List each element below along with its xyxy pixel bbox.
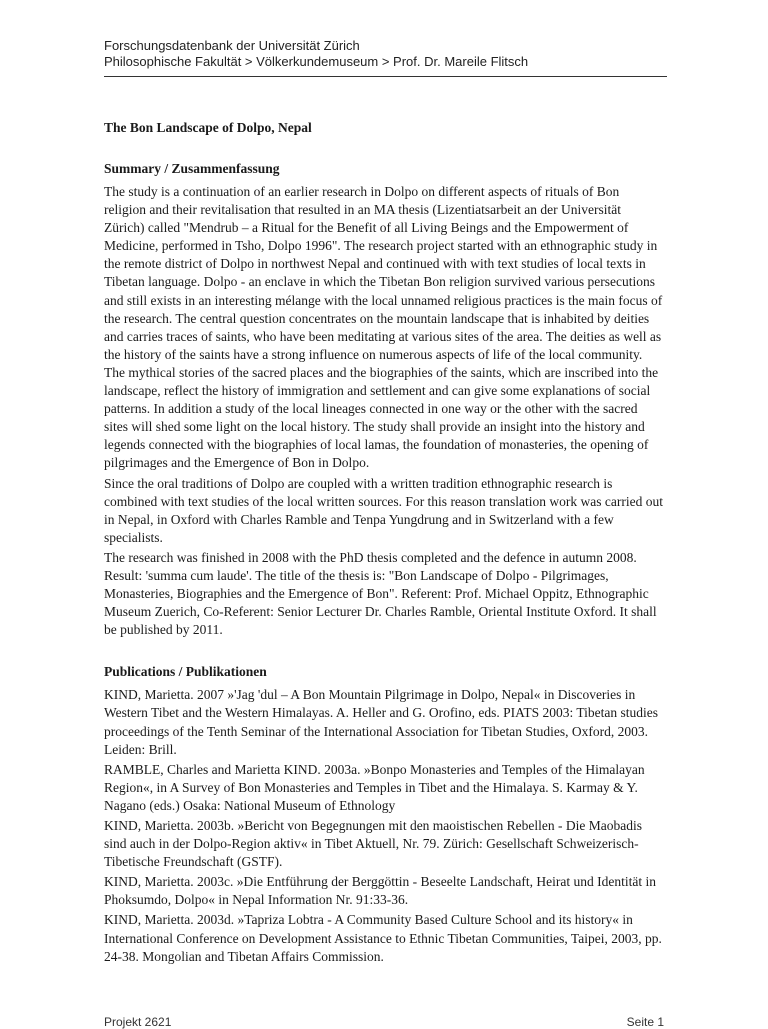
footer-project-label: Projekt 2621	[104, 1015, 172, 1029]
summary-paragraph: Since the oral traditions of Dolpo are coupled with a written tradition ethnographic research is combined with text studies of the local written sources. For this reason translation work was carried out in Nepal, in Oxford with Charles Ramble and Tenpa Yungdrung and in Switzerland with a few specialists.	[104, 475, 663, 545]
publication-entry: KIND, Marietta. 2003b. »Bericht von Begegnungen mit den maoistischen Rebellen - Die Maobadis sind auch in der Dolpo-Region aktiv« in Tibet Aktuell, Nr. 79. Zürich: Gesellschaft Schweizerisch-Tibetische Freundschaft (GSTF).	[104, 818, 643, 870]
summary-paragraph: The study is a continuation of an earlier research in Dolpo on different aspects of rituals of Bon religion and their revitalisation that resulted in an MA thesis (Lizentiatsarbeit an der Universität Zürich) called "Mendrub – a Ritual for the Benefit of all Living Beings and the Empowerment of Medicine, performed in Tsho, Dolpo 1996". The research project started with an ethnographic study in the remote district of Dolpo in northwest Nepal and continued with with text studies of local texts in Tibetan language. Dolpo - an enclave in which the Tibetan Bon religion survived various persecutions and still exists in an interesting mélange with the local unnamed religious practices is the main focus of the research. The central question concentrates on the mountain landscape that is inhabited by deities and carries traces of saints, who have been meditating at various sites of the area. The deities as well as the history of the saints have a strong influence on numerous aspects of life of the local community. The mythical stories of the sacred places and the biographies of the saints, which are inscribed into the landscape, reflect the history of immigration and settlement and can give some explanations of social patterns. In addition a study of the local lineages connected in one way or the other with the sacred sites will shed some light on the local history. The study shall provide an insight into the history and legends connected with the biographies of local lamas, the foundation of monasteries, the opening of pilgrimages and the Emergence of Bon in Dolpo.	[104, 184, 663, 471]
header-divider	[104, 76, 667, 77]
publication-entry: KIND, Marietta. 2003c. »Die Entführung der Berggöttin - Beseelte Landschaft, Heirat und Identität in Phoksumdo, Dolpo« in Nepal Information Nr. 91:33-36.	[104, 874, 656, 908]
publication-entry: KIND, Marietta. 2007 »'Jag 'dul – A Bon Mountain Pilgrimage in Dolpo, Nepal« in Discoveries in Western Tibet and the Western Himalayas. A. Heller and G. Orofino, eds. PIATS 2003: Tibetan studies proceedings of the Tenth Seminar of the International Association for Tibetan Studies, Oxford, 2003. Leiden: Brill.	[104, 687, 659, 757]
header-institution: Forschungsdatenbank der Universität Zürich	[104, 38, 360, 53]
document-title: The Bon Landscape of Dolpo, Nepal	[104, 120, 312, 135]
publication-entry: KIND, Marietta. 2003d. »Tapriza Lobtra - A Community Based Culture School and its history« in International Conference on Development Assistance to Ethnic Tibetan Communities, Taipei, 2003, pp. 24-38. Mongolian and Tibetan Affairs Commission.	[104, 912, 662, 964]
footer-page-number: Seite 1	[626, 1015, 664, 1029]
summary-heading: Summary / Zusammenfassung	[104, 161, 280, 176]
page-header	[104, 38, 664, 77]
header-breadcrumb: Philosophische Fakultät > Völkerkundemuseum > Prof. Dr. Mareile Flitsch	[104, 54, 529, 69]
document-page	[104, 38, 664, 968]
summary-paragraph: The research was finished in 2008 with the PhD thesis completed and the defence in autumn 2008. Result: 'summa cum laude'. The title of the thesis is: "Bon Landscape of Dolpo - Pilgrimages, Monasteries, Biographies and the Emergence of Bon". Referent: Prof. Michael Oppitz, Ethnographic Museum Zuerich, Co-Referent: Senior Lecturer Dr. Charles Ramble, Oriental Institute Oxford. It shall be published by 2011.	[104, 549, 657, 638]
publications-section	[104, 663, 664, 965]
summary-section	[104, 160, 664, 639]
publication-entry: RAMBLE, Charles and Marietta KIND. 2003a. »Bonpo Monasteries and Temples of the Himalayan Region«, in A Survey of Bon Monasteries and Temples in Tibet and the Himalaya. S. Karmay & Y. Nagano (eds.) Osaka: National Museum of Ethnology	[104, 761, 645, 813]
publications-heading: Publications / Publikationen	[104, 664, 267, 680]
